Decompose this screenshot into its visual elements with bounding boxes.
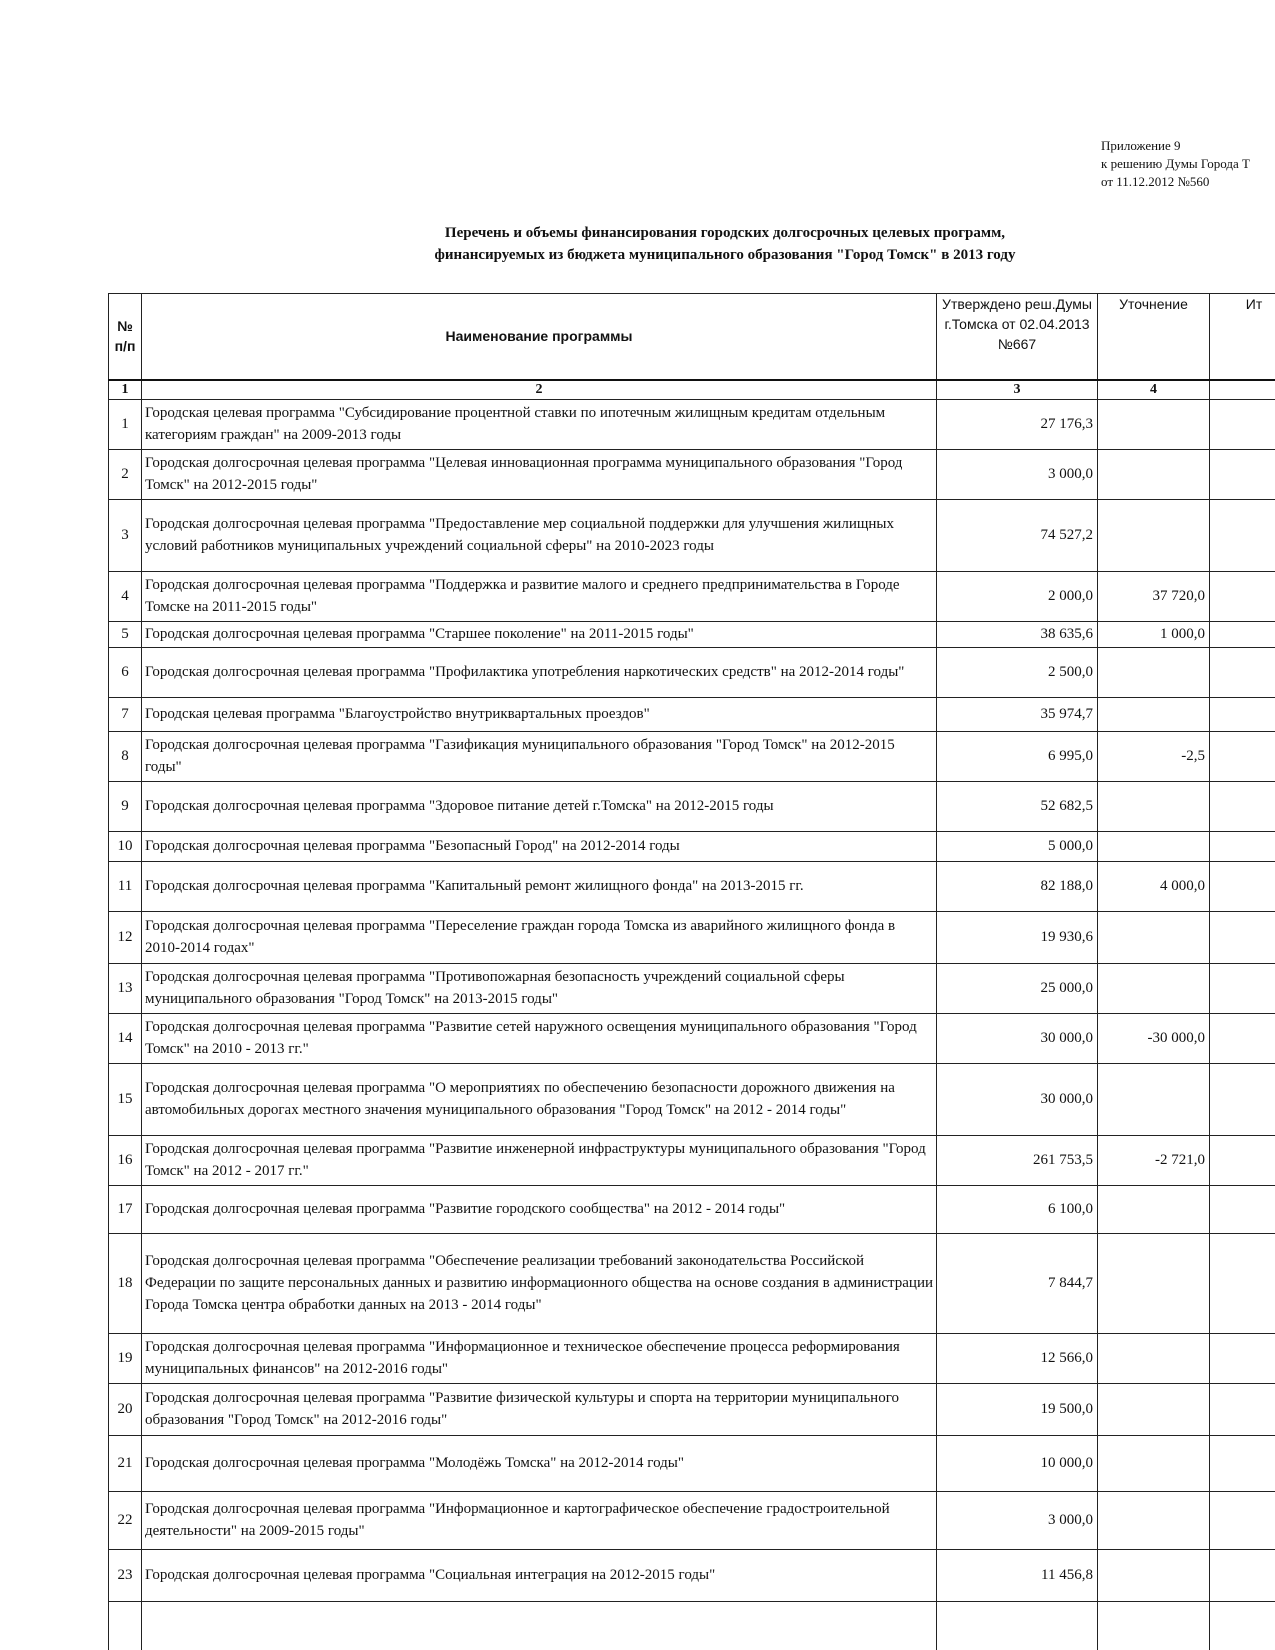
row-total	[1210, 1491, 1275, 1549]
table-row	[109, 1435, 1275, 1491]
row-total	[1210, 731, 1275, 781]
row-program-name: Городская долгосрочная целевая программа "Целевая инновационная программа муниципального образования "Город Томск" на 2012-2015 годы"	[142, 449, 937, 499]
row-program-name: Городская долгосрочная целевая программа "Здоровое питание детей г.Томска" на 2012-2015 годы	[142, 781, 937, 831]
row-num: 21	[109, 1435, 142, 1491]
row-approved: 74 527,2	[937, 499, 1098, 571]
table-row	[109, 781, 1275, 831]
row-total	[1210, 1013, 1275, 1063]
row-num: 4	[109, 571, 142, 621]
column-number: 3	[937, 380, 1098, 400]
row-approved: 25 000,0	[937, 963, 1098, 1013]
row-total	[1210, 861, 1275, 911]
row-program-name: Городская долгосрочная целевая программа "Социальная интеграция на 2012-2015 годы"	[142, 1549, 937, 1601]
row-num: 6	[109, 647, 142, 697]
row-clarification	[1098, 911, 1210, 963]
row-clarification: 4 000,0	[1098, 861, 1210, 911]
row-total	[1210, 1435, 1275, 1491]
header-row	[109, 294, 1275, 380]
appendix-line-3: от 11.12.2012 №560	[1101, 174, 1210, 189]
row-num: 12	[109, 911, 142, 963]
title-line-2: финансируемых из бюджета муниципального образования "Город Томск" в 2013 году	[434, 247, 1016, 263]
row-clarification	[1098, 1435, 1210, 1491]
row-program-name: Городская долгосрочная целевая программа "Газификация муниципального образования "Город Томск" на 2012-2015 годы"	[142, 731, 937, 781]
column-number: 2	[142, 380, 937, 400]
row-clarification	[1098, 1383, 1210, 1435]
row-clarification	[1098, 963, 1210, 1013]
row-num: 22	[109, 1491, 142, 1549]
row-approved: 261 753,5	[937, 1135, 1098, 1185]
row-approved: 6 995,0	[937, 731, 1098, 781]
row-program-name: Городская долгосрочная целевая программа "Обеспечение реализации требований законодательства Российской Федерации по защите персональных данных и развитию информационного общества на основе создания в администрации Города Томска центра обработки данных на 2013 - 2014 годы"	[142, 1233, 937, 1333]
row-program-name: Городская долгосрочная целевая программа "Развитие сетей наружного освещения муниципального образования "Город Томск" на 2010 - 2013 гг."	[142, 1013, 937, 1063]
row-total	[1210, 911, 1275, 963]
row-clarification	[1098, 399, 1210, 449]
row-num: 7	[109, 697, 142, 731]
row-approved: 19 500,0	[937, 1383, 1098, 1435]
row-clarification	[1098, 449, 1210, 499]
row-program-name: Городская долгосрочная целевая программа "Развитие инженерной инфраструктуры муниципального образования "Город Томск" на 2012 - 2017 гг."	[142, 1135, 937, 1185]
row-total	[1210, 831, 1275, 861]
row-clarification	[1098, 499, 1210, 571]
row-clarification	[1098, 647, 1210, 697]
row-num: 1	[109, 399, 142, 449]
row-total	[1210, 1549, 1275, 1601]
row-total	[1210, 1185, 1275, 1233]
title-line-1: Перечень и объемы финансирования городских долгосрочных целевых программ,	[444, 225, 1006, 241]
row-total	[1210, 449, 1275, 499]
row-total	[1210, 399, 1275, 449]
row-program-name: Городская долгосрочная целевая программа "Развитие физической культуры и спорта на территории муниципального образования "Город Томск" на 2012-2016 годы"	[142, 1383, 937, 1435]
appendix-line-2: к решению Думы Города Т	[1101, 156, 1250, 171]
table-row	[109, 1601, 1275, 1650]
table-row	[109, 1063, 1275, 1135]
table-row	[109, 499, 1275, 571]
row-clarification: -2,5	[1098, 731, 1210, 781]
row-num: 18	[109, 1233, 142, 1333]
row-approved: 19 930,6	[937, 911, 1098, 963]
row-total	[1210, 1383, 1275, 1435]
row-approved: 2 500,0	[937, 647, 1098, 697]
row-approved: 82 188,0	[937, 861, 1098, 911]
column-number: 1	[109, 380, 142, 400]
table-row	[109, 731, 1275, 781]
row-program-name: Городская долгосрочная целевая программа "Безопасный Город" на 2012-2014 годы	[142, 831, 937, 861]
row-program-name: Городская долгосрочная целевая программа "Информационное и картографическое обеспечение градостроительной деятельности" на 2009-2015 годы"	[142, 1491, 937, 1549]
row-total	[1210, 621, 1275, 647]
row-program-name: Городская целевая программа "Субсидирование процентной ставки по ипотечным жилищным кредитам отдельным категориям граждан" на 2009-2013 годы	[142, 399, 937, 449]
table-row	[109, 697, 1275, 731]
row-clarification	[1098, 1601, 1210, 1650]
row-total	[1210, 647, 1275, 697]
row-approved: 30 000,0	[937, 1063, 1098, 1135]
row-clarification	[1098, 781, 1210, 831]
row-clarification	[1098, 831, 1210, 861]
row-program-name: Городская долгосрочная целевая программа "Переселение граждан города Томска из аварийного жилищного фонда в 2010-2014 годах"	[142, 911, 937, 963]
row-total	[1210, 1333, 1275, 1383]
row-num: 23	[109, 1549, 142, 1601]
row-approved: 12 566,0	[937, 1333, 1098, 1383]
table-row	[109, 1549, 1275, 1601]
row-total	[1210, 499, 1275, 571]
row-num: 11	[109, 861, 142, 911]
header-total: Ит	[1210, 294, 1275, 380]
row-program-name: Городская целевая программа "Благоустройство внутриквартальных проездов"	[142, 697, 937, 731]
row-total	[1210, 571, 1275, 621]
row-clarification	[1098, 1491, 1210, 1549]
table-row	[109, 571, 1275, 621]
row-program-name: Городская долгосрочная целевая программа "Развитие городского сообщества" на 2012 - 2014 годы"	[142, 1185, 937, 1233]
document-title	[360, 222, 1090, 266]
row-num: 8	[109, 731, 142, 781]
row-num: 15	[109, 1063, 142, 1135]
row-clarification	[1098, 1233, 1210, 1333]
row-program-name: Городская долгосрочная целевая программа "Противопожарная безопасность учреждений социальной сферы муниципального образования "Город Томск" на 2013-2015 годы"	[142, 963, 937, 1013]
row-approved: 6 100,0	[937, 1185, 1098, 1233]
row-program-name: Городская долгосрочная целевая программа "Молодёжь Томска" на 2012-2014 годы"	[142, 1435, 937, 1491]
row-approved: 3 000,0	[937, 449, 1098, 499]
row-num: 16	[109, 1135, 142, 1185]
row-approved: 11 456,8	[937, 1549, 1098, 1601]
row-num: 14	[109, 1013, 142, 1063]
row-program-name: Городская долгосрочная целевая программа "Предоставление мер социальной поддержки для улучшения жилищных условий работников муниципальных учреждений социальной сферы" на 2010-2023 годы	[142, 499, 937, 571]
row-approved: 3 000,0	[937, 1491, 1098, 1549]
row-program-name: Городская долгосрочная целевая программа "Информационное и техническое обеспечение процесса реформирования муниципальных финансов" на 2012-2016 годы"	[142, 1333, 937, 1383]
row-approved	[937, 1601, 1098, 1650]
row-program-name: Городская долгосрочная целевая программа "Поддержка и развитие малого и среднего предпринимательства в Городе Томске на 2011-2015 годы"	[142, 571, 937, 621]
row-total	[1210, 1135, 1275, 1185]
column-number	[1210, 380, 1275, 400]
row-program-name: Городская долгосрочная целевая программа "О мероприятиях по обеспечению безопасности дорожного движения на автомобильных дорогах местного значения муниципального образования "Город Томск" на 2012 - 2014 годы"	[142, 1063, 937, 1135]
row-num: 17	[109, 1185, 142, 1233]
row-clarification: 1 000,0	[1098, 621, 1210, 647]
table-row	[109, 911, 1275, 963]
table-row	[109, 621, 1275, 647]
row-num: 2	[109, 449, 142, 499]
row-approved: 35 974,7	[937, 697, 1098, 731]
column-numbers-row	[109, 380, 1275, 400]
header-clarification: Уточнение	[1098, 294, 1210, 380]
table-row	[109, 1333, 1275, 1383]
row-approved: 10 000,0	[937, 1435, 1098, 1491]
row-clarification	[1098, 1333, 1210, 1383]
row-approved: 52 682,5	[937, 781, 1098, 831]
row-program-name	[142, 1601, 937, 1650]
row-total	[1210, 963, 1275, 1013]
column-number: 4	[1098, 380, 1210, 400]
row-total	[1210, 781, 1275, 831]
row-program-name: Городская долгосрочная целевая программа "Профилактика употребления наркотических средств" на 2012-2014 годы"	[142, 647, 937, 697]
header-num: № п/п	[109, 294, 142, 380]
row-num: 10	[109, 831, 142, 861]
row-clarification: -30 000,0	[1098, 1013, 1210, 1063]
row-program-name: Городская долгосрочная целевая программа "Капитальный ремонт жилищного фонда" на 2013-2015 гг.	[142, 861, 937, 911]
row-program-name: Городская долгосрочная целевая программа "Старшее поколение" на 2011-2015 годы"	[142, 621, 937, 647]
row-total	[1210, 697, 1275, 731]
row-total	[1210, 1063, 1275, 1135]
header-approved: Утверждено реш.Думы г.Томска от 02.04.2013 №667	[937, 294, 1098, 380]
appendix-line-1: Приложение 9	[1101, 138, 1181, 153]
row-clarification: -2 721,0	[1098, 1135, 1210, 1185]
programs-table	[108, 293, 1275, 1650]
table-row	[109, 1383, 1275, 1435]
programs-table-container	[108, 293, 1275, 1650]
table-row	[109, 1185, 1275, 1233]
row-clarification	[1098, 697, 1210, 731]
row-num: 9	[109, 781, 142, 831]
table-row	[109, 1135, 1275, 1185]
row-num: 20	[109, 1383, 142, 1435]
row-total	[1210, 1233, 1275, 1333]
table-row	[109, 1491, 1275, 1549]
row-num	[109, 1601, 142, 1650]
table-row	[109, 399, 1275, 449]
table-row	[109, 1013, 1275, 1063]
row-num: 13	[109, 963, 142, 1013]
row-num: 3	[109, 499, 142, 571]
row-approved: 2 000,0	[937, 571, 1098, 621]
table-row	[109, 963, 1275, 1013]
table-row	[109, 831, 1275, 861]
row-approved: 7 844,7	[937, 1233, 1098, 1333]
row-clarification	[1098, 1063, 1210, 1135]
header-name: Наименование программы	[142, 294, 937, 380]
row-approved: 5 000,0	[937, 831, 1098, 861]
row-approved: 30 000,0	[937, 1013, 1098, 1063]
row-total	[1210, 1601, 1275, 1650]
row-clarification: 37 720,0	[1098, 571, 1210, 621]
row-num: 5	[109, 621, 142, 647]
row-clarification	[1098, 1185, 1210, 1233]
row-approved: 27 176,3	[937, 399, 1098, 449]
table-row	[109, 647, 1275, 697]
row-num: 19	[109, 1333, 142, 1383]
appendix-note	[1101, 137, 1250, 191]
row-approved: 38 635,6	[937, 621, 1098, 647]
table-row	[109, 1233, 1275, 1333]
row-clarification	[1098, 1549, 1210, 1601]
table-row	[109, 449, 1275, 499]
table-row	[109, 861, 1275, 911]
